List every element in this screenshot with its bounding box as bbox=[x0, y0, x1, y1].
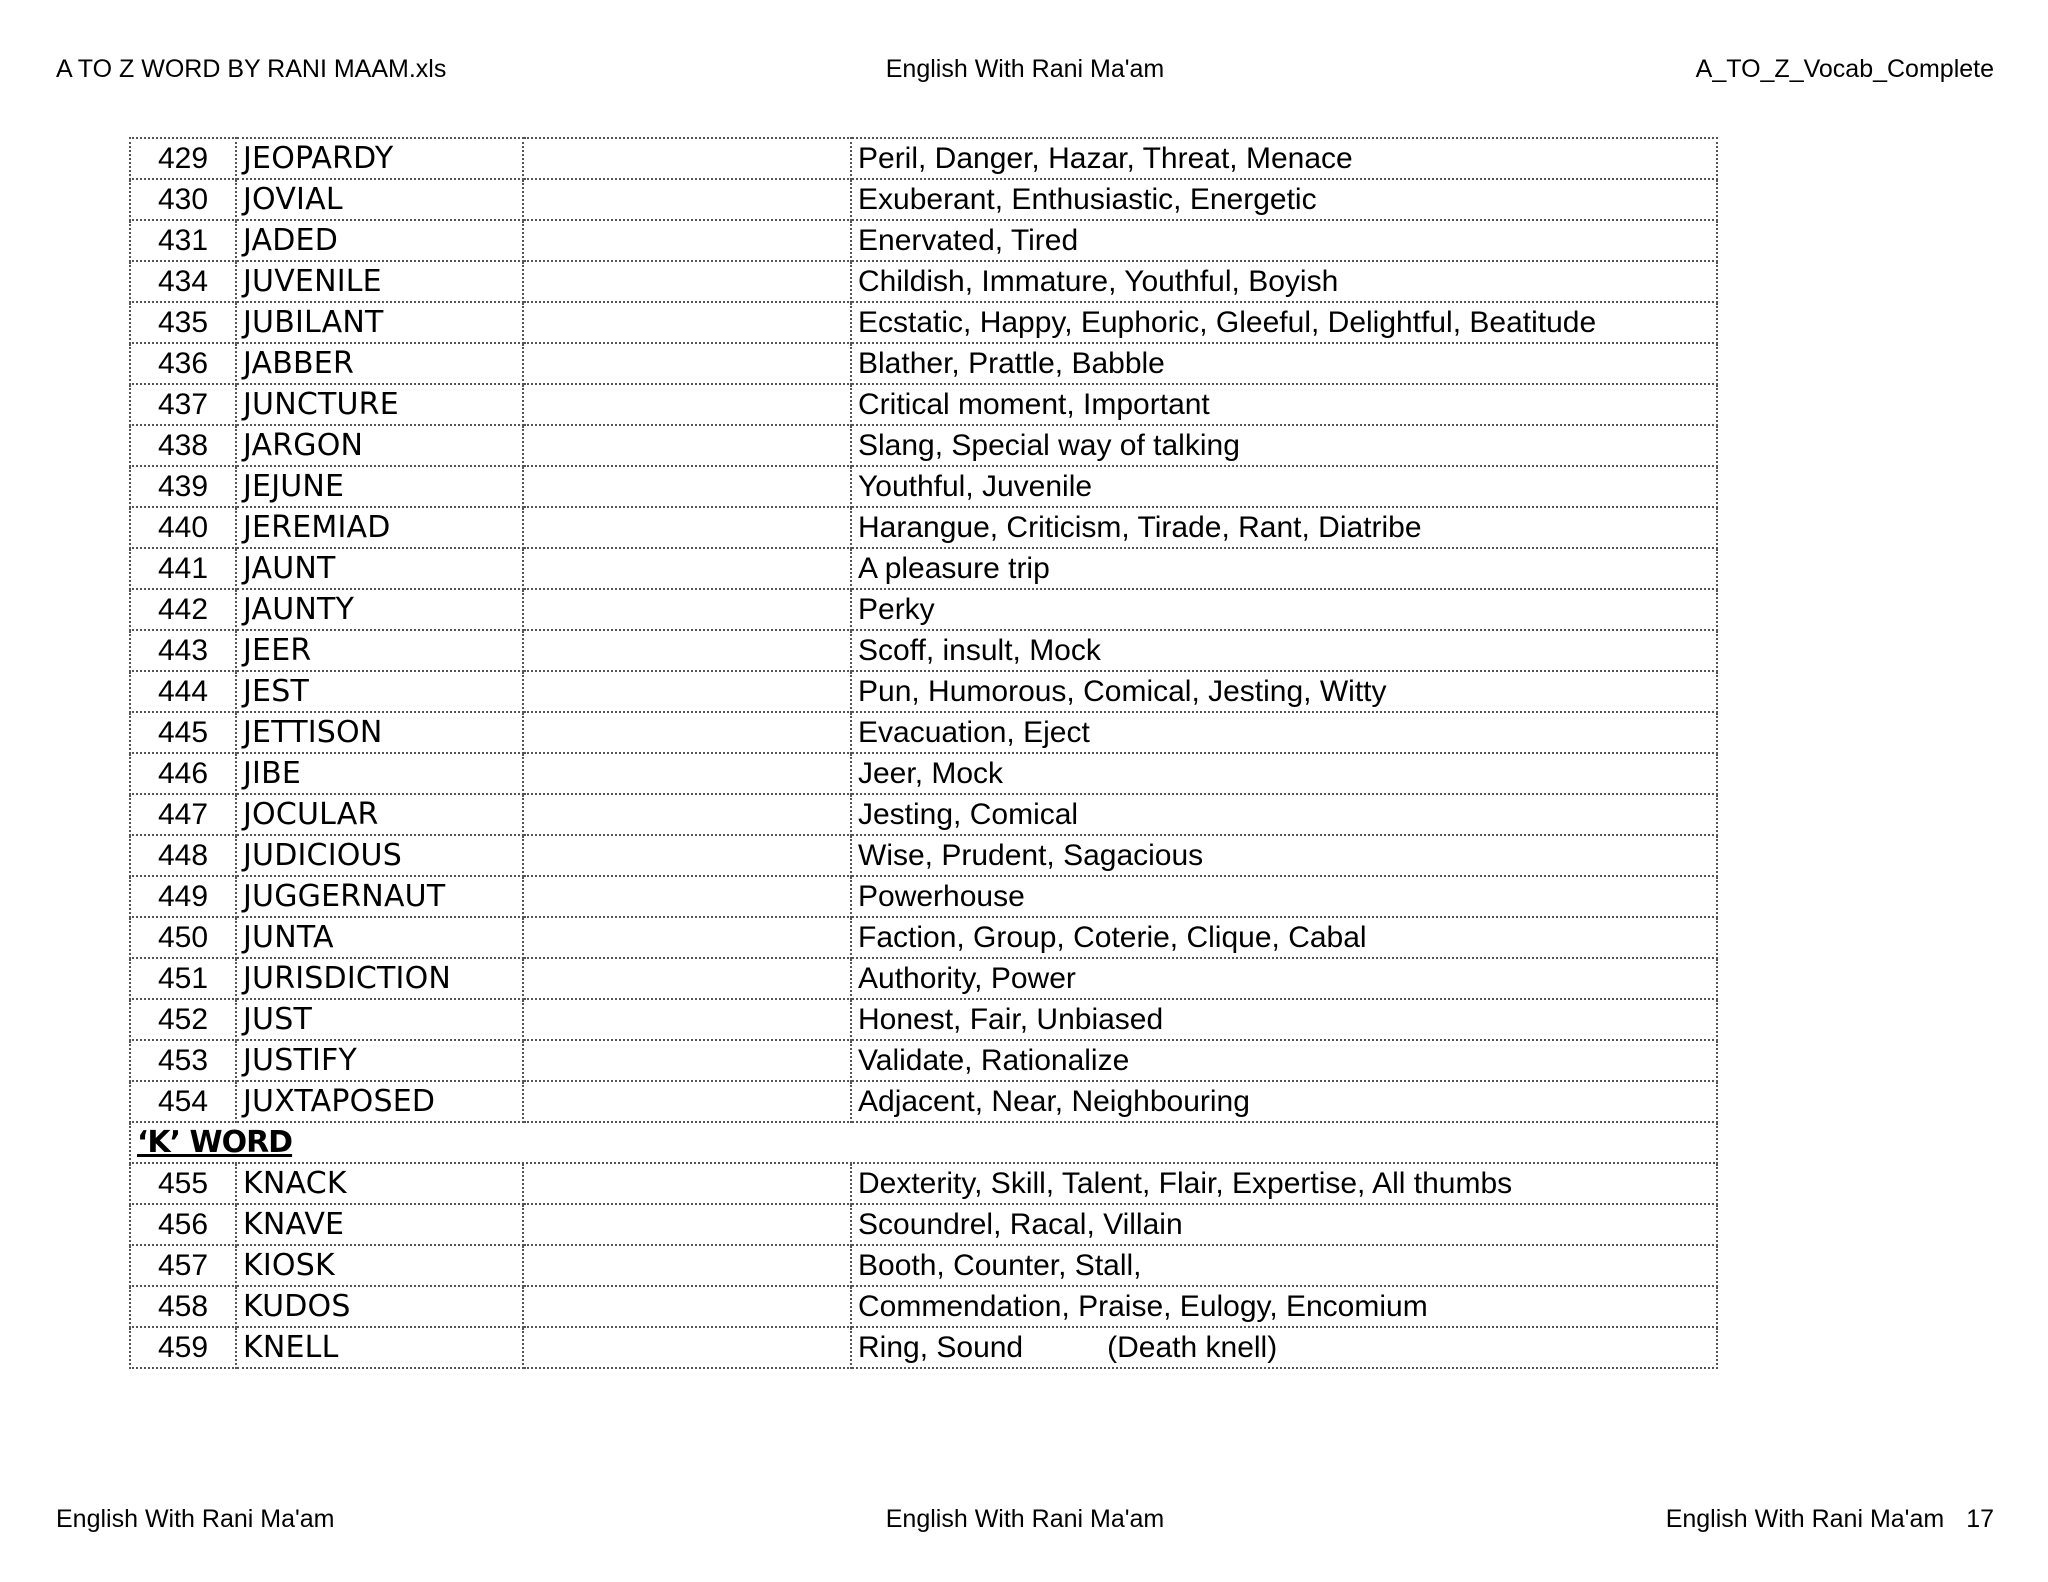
row-number: 454 bbox=[130, 1081, 236, 1122]
empty-cell bbox=[523, 1286, 851, 1327]
synonyms-text: Authority, Power bbox=[858, 961, 1076, 995]
j-word-rows bbox=[130, 138, 1717, 1122]
vocab-word: JUBILANT bbox=[236, 302, 523, 343]
vocab-word: JUXTAPOSED bbox=[236, 1081, 523, 1122]
synonyms-text: Scoff, insult, Mock bbox=[858, 633, 1101, 667]
empty-cell bbox=[523, 1245, 851, 1286]
vocab-word: JEREMIAD bbox=[236, 507, 523, 548]
synonyms-text: Adjacent, Near, Neighbouring bbox=[858, 1084, 1250, 1118]
synonyms bbox=[851, 425, 1717, 466]
empty-cell bbox=[523, 1163, 851, 1204]
synonyms bbox=[851, 671, 1717, 712]
synonyms bbox=[851, 548, 1717, 589]
synonyms bbox=[851, 1163, 1717, 1204]
synonyms-text: Booth, Counter, Stall, bbox=[858, 1248, 1142, 1282]
table-row bbox=[130, 466, 1717, 507]
row-number: 429 bbox=[130, 138, 236, 179]
empty-cell bbox=[523, 548, 851, 589]
header-title: English With Rani Ma'am bbox=[885, 55, 1165, 83]
empty-cell bbox=[523, 999, 851, 1040]
table-row bbox=[130, 384, 1717, 425]
row-number: 436 bbox=[130, 343, 236, 384]
synonyms bbox=[851, 958, 1717, 999]
synonyms-text: Evacuation, Eject bbox=[858, 715, 1090, 749]
table-row bbox=[130, 1286, 1717, 1327]
empty-cell bbox=[523, 958, 851, 999]
synonyms-text: Critical moment, Important bbox=[858, 387, 1210, 421]
vocab-word: JABBER bbox=[236, 343, 523, 384]
synonyms-text: Faction, Group, Coterie, Clique, Cabal bbox=[858, 920, 1367, 954]
row-number: 456 bbox=[130, 1204, 236, 1245]
synonyms bbox=[851, 138, 1717, 179]
row-number: 437 bbox=[130, 384, 236, 425]
synonyms bbox=[851, 1204, 1717, 1245]
synonyms bbox=[851, 507, 1717, 548]
table-row bbox=[130, 1245, 1717, 1286]
footer-center: English With Rani Ma'am bbox=[885, 1505, 1165, 1533]
table-row bbox=[130, 835, 1717, 876]
table-row bbox=[130, 712, 1717, 753]
row-number: 446 bbox=[130, 753, 236, 794]
empty-cell bbox=[523, 671, 851, 712]
table-row bbox=[130, 1327, 1717, 1368]
synonyms bbox=[851, 917, 1717, 958]
vocab-word: JOVIAL bbox=[236, 179, 523, 220]
empty-cell bbox=[523, 343, 851, 384]
empty-cell bbox=[523, 876, 851, 917]
row-number: 459 bbox=[130, 1327, 236, 1368]
row-number: 449 bbox=[130, 876, 236, 917]
vocab-word: JUNTA bbox=[236, 917, 523, 958]
empty-cell bbox=[523, 138, 851, 179]
footer-right bbox=[1348, 1505, 1994, 1534]
vocab-word: JOCULAR bbox=[236, 794, 523, 835]
synonyms-text: Validate, Rationalize bbox=[858, 1043, 1130, 1077]
vocab-word: JARGON bbox=[236, 425, 523, 466]
k-word-rows bbox=[130, 1163, 1717, 1368]
vocab-word: JEER bbox=[236, 630, 523, 671]
synonyms-text: Powerhouse bbox=[858, 879, 1025, 913]
empty-cell bbox=[523, 466, 851, 507]
table-row bbox=[130, 425, 1717, 466]
row-number: 447 bbox=[130, 794, 236, 835]
synonyms bbox=[851, 1040, 1717, 1081]
table-row bbox=[130, 1081, 1717, 1122]
vocab-word: JIBE bbox=[236, 753, 523, 794]
row-number: 434 bbox=[130, 261, 236, 302]
vocab-word: JURISDICTION bbox=[236, 958, 523, 999]
synonyms bbox=[851, 630, 1717, 671]
synonyms bbox=[851, 1327, 1717, 1368]
empty-cell bbox=[523, 630, 851, 671]
row-number: 444 bbox=[130, 671, 236, 712]
section-heading-text: ‘K’ WORD bbox=[137, 1125, 293, 1160]
footer-right-text: English With Rani Ma'am bbox=[1665, 1505, 1945, 1533]
row-number: 455 bbox=[130, 1163, 236, 1204]
empty-cell bbox=[523, 384, 851, 425]
empty-cell bbox=[523, 1327, 851, 1368]
table-row bbox=[130, 179, 1717, 220]
synonyms bbox=[851, 343, 1717, 384]
row-number: 448 bbox=[130, 835, 236, 876]
synonyms bbox=[851, 220, 1717, 261]
synonyms bbox=[851, 835, 1717, 876]
synonyms bbox=[851, 466, 1717, 507]
synonyms-text: Wise, Prudent, Sagacious bbox=[858, 838, 1204, 872]
synonyms-text: Dexterity, Skill, Talent, Flair, Expertise, All thumbs bbox=[858, 1166, 1513, 1200]
section-header-row bbox=[130, 1122, 1717, 1163]
row-number: 452 bbox=[130, 999, 236, 1040]
table-row bbox=[130, 876, 1717, 917]
empty-cell bbox=[523, 1081, 851, 1122]
synonyms-text: Slang, Special way of talking bbox=[858, 428, 1240, 462]
vocab-word: JUST bbox=[236, 999, 523, 1040]
vocab-word: JEST bbox=[236, 671, 523, 712]
table-row bbox=[130, 548, 1717, 589]
table-row bbox=[130, 958, 1717, 999]
synonyms-text: Pun, Humorous, Comical, Jesting, Witty bbox=[858, 674, 1387, 708]
synonyms-text: Jesting, Comical bbox=[858, 797, 1079, 831]
synonyms-text: Youthful, Juvenile bbox=[858, 469, 1093, 503]
empty-cell bbox=[523, 220, 851, 261]
row-number: 438 bbox=[130, 425, 236, 466]
synonyms-text: Perky bbox=[858, 592, 935, 626]
page-footer bbox=[56, 1505, 1994, 1534]
vocab-word: JAUNT bbox=[236, 548, 523, 589]
empty-cell bbox=[523, 589, 851, 630]
vocab-word: JADED bbox=[236, 220, 523, 261]
footer-left: English With Rani Ma'am bbox=[56, 1505, 335, 1533]
synonyms bbox=[851, 261, 1717, 302]
page-header bbox=[56, 55, 1994, 84]
synonyms bbox=[851, 302, 1717, 343]
vocab-word: KIOSK bbox=[236, 1245, 523, 1286]
vocab-word: KNACK bbox=[236, 1163, 523, 1204]
table-row bbox=[130, 917, 1717, 958]
row-number: 453 bbox=[130, 1040, 236, 1081]
vocab-word: KNELL bbox=[236, 1327, 523, 1368]
header-sheet-name: A_TO_Z_Vocab_Complete bbox=[1695, 55, 1994, 83]
empty-cell bbox=[523, 302, 851, 343]
empty-cell bbox=[523, 261, 851, 302]
synonyms-text: Ecstatic, Happy, Euphoric, Gleeful, Delightful, Beatitude bbox=[858, 305, 1597, 339]
table-row bbox=[130, 794, 1717, 835]
synonyms bbox=[851, 1245, 1717, 1286]
k-section bbox=[130, 1122, 1717, 1163]
table-row bbox=[130, 999, 1717, 1040]
empty-cell bbox=[523, 425, 851, 466]
table-row bbox=[130, 1204, 1717, 1245]
table-row bbox=[130, 1163, 1717, 1204]
table-row bbox=[130, 630, 1717, 671]
row-number: 435 bbox=[130, 302, 236, 343]
table-row bbox=[130, 671, 1717, 712]
vocab-word: JEOPARDY bbox=[236, 138, 523, 179]
row-number: 443 bbox=[130, 630, 236, 671]
row-number: 458 bbox=[130, 1286, 236, 1327]
synonyms bbox=[851, 999, 1717, 1040]
vocab-word: JETTISON bbox=[236, 712, 523, 753]
row-number: 457 bbox=[130, 1245, 236, 1286]
empty-cell bbox=[523, 507, 851, 548]
synonyms-text: Blather, Prattle, Babble bbox=[858, 346, 1165, 380]
synonyms-text: Childish, Immature, Youthful, Boyish bbox=[858, 264, 1339, 298]
row-number: 430 bbox=[130, 179, 236, 220]
synonyms bbox=[851, 876, 1717, 917]
table-row bbox=[130, 589, 1717, 630]
vocabulary-table bbox=[129, 137, 1718, 1369]
empty-cell bbox=[523, 1204, 851, 1245]
vocab-word: JAUNTY bbox=[236, 589, 523, 630]
synonyms-text: Jeer, Mock bbox=[858, 756, 1004, 790]
header-filename: A TO Z WORD BY RANI MAAM.xls bbox=[56, 55, 447, 83]
synonyms-text: Exuberant, Enthusiastic, Energetic bbox=[858, 182, 1317, 216]
synonyms bbox=[851, 179, 1717, 220]
synonyms-text: Honest, Fair, Unbiased bbox=[858, 1002, 1164, 1036]
empty-cell bbox=[523, 179, 851, 220]
synonyms-text: A pleasure trip bbox=[858, 551, 1050, 585]
vocab-word: JEJUNE bbox=[236, 466, 523, 507]
vocab-word: JUSTIFY bbox=[236, 1040, 523, 1081]
section-heading bbox=[130, 1122, 1717, 1163]
empty-cell bbox=[523, 753, 851, 794]
table-row bbox=[130, 220, 1717, 261]
empty-cell bbox=[523, 835, 851, 876]
synonyms-text: Scoundrel, Racal, Villain bbox=[858, 1207, 1183, 1241]
row-number: 442 bbox=[130, 589, 236, 630]
synonyms bbox=[851, 712, 1717, 753]
usage-note: (Death knell) bbox=[1107, 1330, 1278, 1364]
row-number: 451 bbox=[130, 958, 236, 999]
table-row bbox=[130, 753, 1717, 794]
row-number: 450 bbox=[130, 917, 236, 958]
synonyms-text: Commendation, Praise, Eulogy, Encomium bbox=[858, 1289, 1428, 1323]
vocab-word: JUNCTURE bbox=[236, 384, 523, 425]
synonyms bbox=[851, 1286, 1717, 1327]
synonyms-text: Enervated, Tired bbox=[858, 223, 1079, 257]
synonyms-text: Ring, Sound bbox=[858, 1330, 1024, 1364]
row-number: 440 bbox=[130, 507, 236, 548]
synonyms bbox=[851, 384, 1717, 425]
page-number: 17 bbox=[1966, 1505, 1994, 1533]
synonyms bbox=[851, 794, 1717, 835]
empty-cell bbox=[523, 794, 851, 835]
table-row bbox=[130, 138, 1717, 179]
vocab-word: JUGGERNAUT bbox=[236, 876, 523, 917]
vocab-word: JUDICIOUS bbox=[236, 835, 523, 876]
synonyms-text: Harangue, Criticism, Tirade, Rant, Diatribe bbox=[858, 510, 1422, 544]
row-number: 431 bbox=[130, 220, 236, 261]
synonyms bbox=[851, 753, 1717, 794]
table-row bbox=[130, 1040, 1717, 1081]
table-row bbox=[130, 507, 1717, 548]
vocab-word: KUDOS bbox=[236, 1286, 523, 1327]
row-number: 445 bbox=[130, 712, 236, 753]
table-row bbox=[130, 261, 1717, 302]
empty-cell bbox=[523, 1040, 851, 1081]
row-number: 439 bbox=[130, 466, 236, 507]
synonyms bbox=[851, 1081, 1717, 1122]
table-row bbox=[130, 302, 1717, 343]
row-number: 441 bbox=[130, 548, 236, 589]
empty-cell bbox=[523, 712, 851, 753]
vocab-word: JUVENILE bbox=[236, 261, 523, 302]
synonyms-text: Peril, Danger, Hazar, Threat, Menace bbox=[858, 141, 1353, 175]
vocab-word: KNAVE bbox=[236, 1204, 523, 1245]
table-row bbox=[130, 343, 1717, 384]
synonyms bbox=[851, 589, 1717, 630]
empty-cell bbox=[523, 917, 851, 958]
